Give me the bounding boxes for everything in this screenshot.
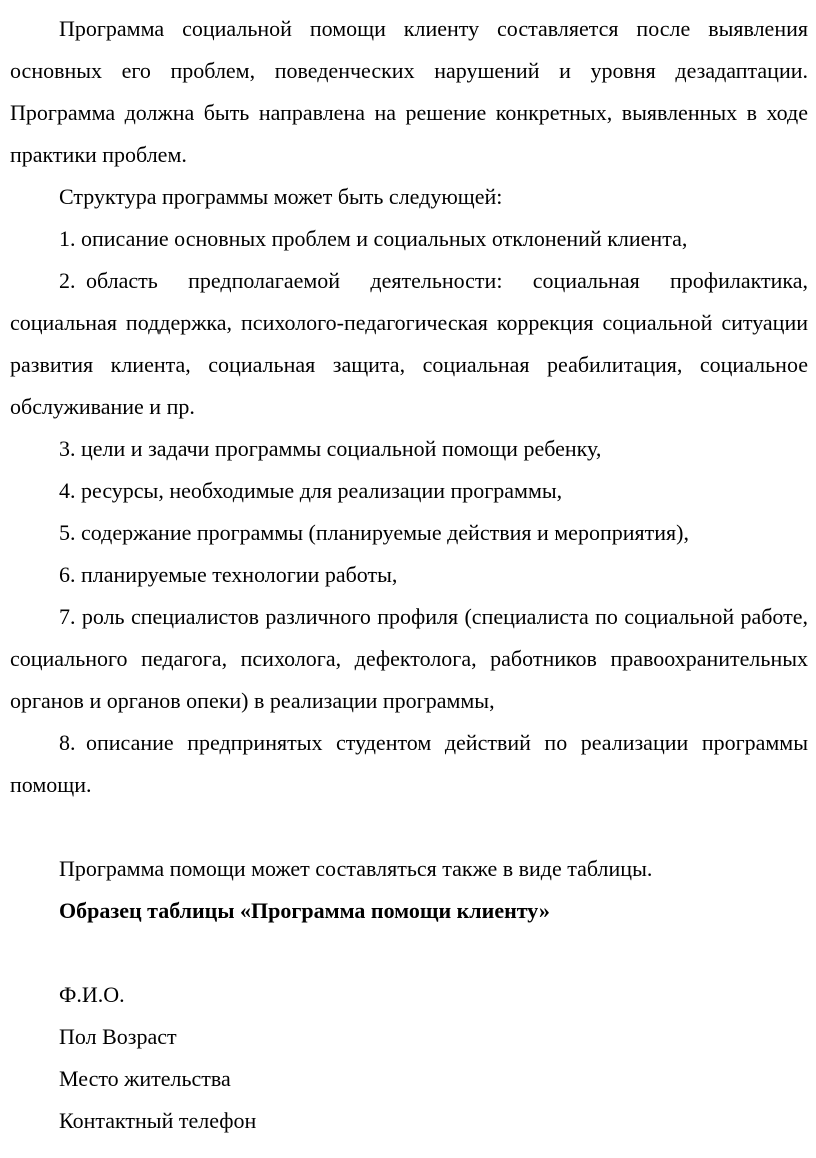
list-item-3-text: цели и задачи программы социальной помощи ребенку, [81,436,602,461]
list-item-4 [10,470,808,512]
field-sex-age-label: Пол Возраст [59,1024,177,1049]
list-item-1-number: 1. [59,226,76,251]
list-item-3-number: 3. [59,436,76,461]
list-item-7 [10,596,808,722]
list-item-5-number: 5. [59,520,76,545]
list-item-2-text: область предполагаемой деятельности: социальная профилактика, социальная поддержка, психолого-педагогическая коррекция социальной ситуации развития клиента, социальная защита, социальная реабилитация, социальное обслуживание и пр. [10,268,808,419]
list-item-7-text: роль специалистов различного профиля (специалиста по социальной работе, социального педагога, психолога, дефектолога, работников правоохранительных органов и органов опеки) в реализации программы, [10,604,808,713]
list-item-6-number: 6. [59,562,76,587]
list-item-5-text: содержание программы (планируемые действия и мероприятия), [81,520,689,545]
list-item-8-text: описание предпринятых студентом действий по реализации программы помощи. [10,730,808,797]
list-item-8-number: 8. [59,730,76,755]
list-item-1 [10,218,808,260]
document-page [10,8,808,1142]
field-residence-label: Место жительства [59,1066,231,1091]
list-item-3 [10,428,808,470]
list-item-6-text: планируемые технологии работы, [81,562,398,587]
list-item-2 [10,260,808,428]
field-fio-label: Ф.И.О. [59,982,125,1007]
field-phone-label: Контактный телефон [59,1108,257,1133]
list-item-1-text: описание основных проблем и социальных отклонений клиента, [81,226,688,251]
list-item-4-text: ресурсы, необходимые для реализации программы, [81,478,563,503]
structure-heading: Структура программы может быть следующей: [59,184,503,209]
list-item-2-number: 2. [59,268,76,293]
list-item-5 [10,512,808,554]
sample-table-title: Образец таблицы «Программа помощи клиенту» [59,898,550,923]
intro-paragraph: Программа социальной помощи клиенту составляется после выявления основных его проблем, поведенческих нарушений и уровня дезадаптации. Программа должна быть направлена на решение конкретных, выявленных в ходе практики проблем. [10,16,808,167]
list-item-6 [10,554,808,596]
table-note: Программа помощи может составляться также в виде таблицы. [59,856,653,881]
list-item-8 [10,722,808,806]
list-item-7-number: 7. [59,604,76,629]
list-item-4-number: 4. [59,478,76,503]
